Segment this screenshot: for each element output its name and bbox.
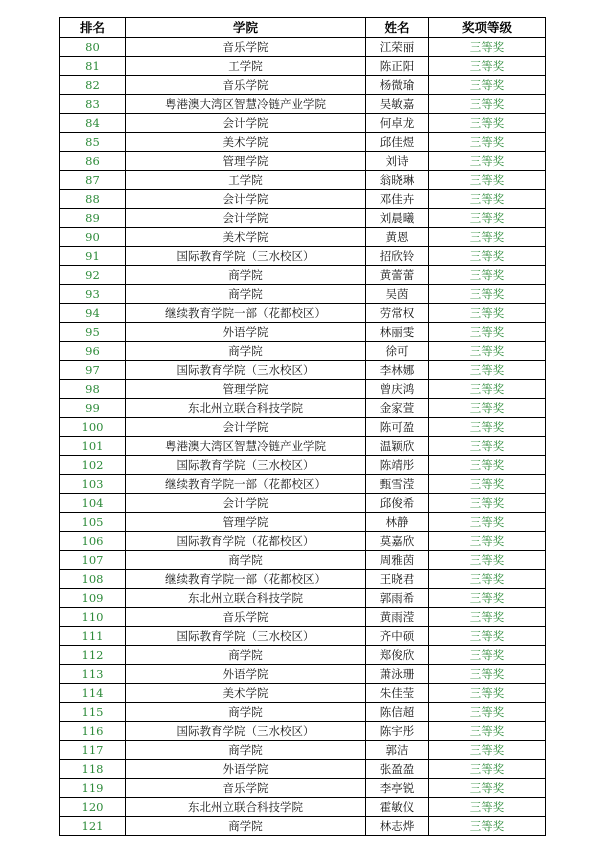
award-cell: 三等奖 bbox=[429, 399, 546, 418]
rank-cell: 119 bbox=[60, 779, 126, 798]
name-cell: 杨微瑜 bbox=[366, 76, 429, 95]
name-cell: 陈靖彤 bbox=[366, 456, 429, 475]
rank-cell: 114 bbox=[60, 684, 126, 703]
award-cell: 三等奖 bbox=[429, 646, 546, 665]
rank-cell: 82 bbox=[60, 76, 126, 95]
award-cell: 三等奖 bbox=[429, 475, 546, 494]
name-cell: 陈可盈 bbox=[366, 418, 429, 437]
rank-cell: 101 bbox=[60, 437, 126, 456]
name-cell: 黄雨滢 bbox=[366, 608, 429, 627]
name-cell: 霍敏仪 bbox=[366, 798, 429, 817]
name-cell: 王晓君 bbox=[366, 570, 429, 589]
award-cell: 三等奖 bbox=[429, 798, 546, 817]
name-cell: 林志烨 bbox=[366, 817, 429, 836]
table-row bbox=[60, 285, 546, 304]
table-row bbox=[60, 323, 546, 342]
college-cell: 工学院 bbox=[126, 57, 366, 76]
table-row bbox=[60, 779, 546, 798]
college-cell: 管理学院 bbox=[126, 152, 366, 171]
college-cell: 音乐学院 bbox=[126, 779, 366, 798]
college-cell: 音乐学院 bbox=[126, 38, 366, 57]
table-row bbox=[60, 570, 546, 589]
name-cell: 陈正阳 bbox=[366, 57, 429, 76]
name-cell: 周雅茵 bbox=[366, 551, 429, 570]
table-row bbox=[60, 456, 546, 475]
award-table bbox=[59, 17, 546, 836]
college-cell: 商学院 bbox=[126, 817, 366, 836]
table-row bbox=[60, 760, 546, 779]
rank-cell: 104 bbox=[60, 494, 126, 513]
table-row bbox=[60, 551, 546, 570]
college-cell: 商学院 bbox=[126, 266, 366, 285]
college-cell: 商学院 bbox=[126, 342, 366, 361]
college-cell: 外语学院 bbox=[126, 323, 366, 342]
table-row bbox=[60, 342, 546, 361]
name-cell: 黄蕾蕾 bbox=[366, 266, 429, 285]
table-row bbox=[60, 209, 546, 228]
table-row bbox=[60, 532, 546, 551]
award-cell: 三等奖 bbox=[429, 627, 546, 646]
table-row bbox=[60, 646, 546, 665]
rank-cell: 102 bbox=[60, 456, 126, 475]
college-cell: 继续教育学院一部（花都校区） bbox=[126, 304, 366, 323]
award-cell: 三等奖 bbox=[429, 209, 546, 228]
college-cell: 商学院 bbox=[126, 285, 366, 304]
table-row bbox=[60, 475, 546, 494]
award-cell: 三等奖 bbox=[429, 76, 546, 95]
award-cell: 三等奖 bbox=[429, 684, 546, 703]
name-cell: 陈信超 bbox=[366, 703, 429, 722]
award-cell: 三等奖 bbox=[429, 190, 546, 209]
college-cell: 继续教育学院一部（花都校区） bbox=[126, 570, 366, 589]
rank-cell: 106 bbox=[60, 532, 126, 551]
table-row bbox=[60, 494, 546, 513]
award-cell: 三等奖 bbox=[429, 418, 546, 437]
rank-cell: 94 bbox=[60, 304, 126, 323]
rank-cell: 115 bbox=[60, 703, 126, 722]
rank-cell: 85 bbox=[60, 133, 126, 152]
table-row bbox=[60, 798, 546, 817]
table-row bbox=[60, 95, 546, 114]
table-row bbox=[60, 57, 546, 76]
college-cell: 国际教育学院（三水校区） bbox=[126, 722, 366, 741]
college-cell: 东北州立联合科技学院 bbox=[126, 399, 366, 418]
rank-cell: 117 bbox=[60, 741, 126, 760]
college-cell: 商学院 bbox=[126, 703, 366, 722]
award-cell: 三等奖 bbox=[429, 228, 546, 247]
college-cell: 音乐学院 bbox=[126, 76, 366, 95]
award-cell: 三等奖 bbox=[429, 38, 546, 57]
name-cell: 萧泳珊 bbox=[366, 665, 429, 684]
rank-cell: 98 bbox=[60, 380, 126, 399]
rank-cell: 95 bbox=[60, 323, 126, 342]
award-cell: 三等奖 bbox=[429, 285, 546, 304]
name-cell: 林丽雯 bbox=[366, 323, 429, 342]
name-cell: 翁晓琳 bbox=[366, 171, 429, 190]
college-cell: 东北州立联合科技学院 bbox=[126, 589, 366, 608]
rank-cell: 81 bbox=[60, 57, 126, 76]
name-cell: 徐可 bbox=[366, 342, 429, 361]
award-cell: 三等奖 bbox=[429, 589, 546, 608]
college-cell: 美术学院 bbox=[126, 133, 366, 152]
rank-cell: 103 bbox=[60, 475, 126, 494]
table-row bbox=[60, 513, 546, 532]
table-row bbox=[60, 627, 546, 646]
rank-cell: 84 bbox=[60, 114, 126, 133]
award-cell: 三等奖 bbox=[429, 817, 546, 836]
award-cell: 三等奖 bbox=[429, 323, 546, 342]
college-cell: 会计学院 bbox=[126, 418, 366, 437]
award-cell: 三等奖 bbox=[429, 95, 546, 114]
name-cell: 劳常权 bbox=[366, 304, 429, 323]
table-row bbox=[60, 741, 546, 760]
college-cell: 商学院 bbox=[126, 646, 366, 665]
college-cell: 商学院 bbox=[126, 551, 366, 570]
award-cell: 三等奖 bbox=[429, 361, 546, 380]
award-cell: 三等奖 bbox=[429, 570, 546, 589]
award-cell: 三等奖 bbox=[429, 551, 546, 570]
table-row bbox=[60, 418, 546, 437]
table-row bbox=[60, 589, 546, 608]
college-cell: 管理学院 bbox=[126, 380, 366, 399]
name-cell: 李亭锐 bbox=[366, 779, 429, 798]
name-cell: 何卓龙 bbox=[366, 114, 429, 133]
table-row bbox=[60, 152, 546, 171]
rank-cell: 105 bbox=[60, 513, 126, 532]
table-row bbox=[60, 247, 546, 266]
rank-cell: 83 bbox=[60, 95, 126, 114]
college-cell: 继续教育学院一部（花都校区） bbox=[126, 475, 366, 494]
name-cell: 甄雪滢 bbox=[366, 475, 429, 494]
rank-cell: 109 bbox=[60, 589, 126, 608]
rank-cell: 87 bbox=[60, 171, 126, 190]
college-cell: 会计学院 bbox=[126, 494, 366, 513]
table-row bbox=[60, 38, 546, 57]
name-cell: 金家萱 bbox=[366, 399, 429, 418]
table-row bbox=[60, 190, 546, 209]
award-cell: 三等奖 bbox=[429, 437, 546, 456]
table-body bbox=[60, 38, 546, 836]
rank-cell: 116 bbox=[60, 722, 126, 741]
award-cell: 三等奖 bbox=[429, 608, 546, 627]
name-cell: 郭雨希 bbox=[366, 589, 429, 608]
name-cell: 吴茵 bbox=[366, 285, 429, 304]
name-cell: 江荣丽 bbox=[366, 38, 429, 57]
award-cell: 三等奖 bbox=[429, 741, 546, 760]
name-cell: 温颖欣 bbox=[366, 437, 429, 456]
table-row bbox=[60, 684, 546, 703]
college-cell: 国际教育学院（三水校区） bbox=[126, 361, 366, 380]
rank-cell: 120 bbox=[60, 798, 126, 817]
name-cell: 李林娜 bbox=[366, 361, 429, 380]
award-cell: 三等奖 bbox=[429, 703, 546, 722]
award-cell: 三等奖 bbox=[429, 665, 546, 684]
header-name: 姓名 bbox=[366, 18, 429, 38]
header-award: 奖项等级 bbox=[429, 18, 546, 38]
award-cell: 三等奖 bbox=[429, 266, 546, 285]
award-cell: 三等奖 bbox=[429, 152, 546, 171]
college-cell: 粤港澳大湾区智慧冷链产业学院 bbox=[126, 95, 366, 114]
award-cell: 三等奖 bbox=[429, 247, 546, 266]
rank-cell: 96 bbox=[60, 342, 126, 361]
college-cell: 美术学院 bbox=[126, 228, 366, 247]
award-cell: 三等奖 bbox=[429, 57, 546, 76]
rank-cell: 121 bbox=[60, 817, 126, 836]
name-cell: 邱俊希 bbox=[366, 494, 429, 513]
award-cell: 三等奖 bbox=[429, 133, 546, 152]
rank-cell: 89 bbox=[60, 209, 126, 228]
table-row bbox=[60, 380, 546, 399]
table-row bbox=[60, 722, 546, 741]
name-cell: 郑俊欣 bbox=[366, 646, 429, 665]
award-cell: 三等奖 bbox=[429, 760, 546, 779]
name-cell: 莫嘉欣 bbox=[366, 532, 429, 551]
rank-cell: 99 bbox=[60, 399, 126, 418]
award-cell: 三等奖 bbox=[429, 304, 546, 323]
rank-cell: 80 bbox=[60, 38, 126, 57]
name-cell: 黄恩 bbox=[366, 228, 429, 247]
name-cell: 吴敏嘉 bbox=[366, 95, 429, 114]
college-cell: 商学院 bbox=[126, 741, 366, 760]
award-cell: 三等奖 bbox=[429, 779, 546, 798]
table-row bbox=[60, 665, 546, 684]
table-row bbox=[60, 266, 546, 285]
table-row bbox=[60, 361, 546, 380]
table-row bbox=[60, 703, 546, 722]
name-cell: 曾庆鸿 bbox=[366, 380, 429, 399]
rank-cell: 110 bbox=[60, 608, 126, 627]
table-row bbox=[60, 228, 546, 247]
rank-cell: 100 bbox=[60, 418, 126, 437]
name-cell: 郭洁 bbox=[366, 741, 429, 760]
college-cell: 美术学院 bbox=[126, 684, 366, 703]
name-cell: 邱佳煜 bbox=[366, 133, 429, 152]
rank-cell: 113 bbox=[60, 665, 126, 684]
college-cell: 工学院 bbox=[126, 171, 366, 190]
rank-cell: 97 bbox=[60, 361, 126, 380]
award-cell: 三等奖 bbox=[429, 114, 546, 133]
rank-cell: 91 bbox=[60, 247, 126, 266]
rank-cell: 92 bbox=[60, 266, 126, 285]
table-row bbox=[60, 399, 546, 418]
table-row bbox=[60, 171, 546, 190]
award-cell: 三等奖 bbox=[429, 342, 546, 361]
college-cell: 国际教育学院（三水校区） bbox=[126, 456, 366, 475]
table-row bbox=[60, 76, 546, 95]
rank-cell: 108 bbox=[60, 570, 126, 589]
college-cell: 国际教育学院（三水校区） bbox=[126, 627, 366, 646]
rank-cell: 93 bbox=[60, 285, 126, 304]
college-cell: 国际教育学院（三水校区） bbox=[126, 247, 366, 266]
rank-cell: 111 bbox=[60, 627, 126, 646]
college-cell: 国际教育学院（花都校区） bbox=[126, 532, 366, 551]
rank-cell: 107 bbox=[60, 551, 126, 570]
college-cell: 外语学院 bbox=[126, 665, 366, 684]
name-cell: 齐中硕 bbox=[366, 627, 429, 646]
college-cell: 会计学院 bbox=[126, 209, 366, 228]
college-cell: 东北州立联合科技学院 bbox=[126, 798, 366, 817]
header-college: 学院 bbox=[126, 18, 366, 38]
table-row bbox=[60, 133, 546, 152]
rank-cell: 88 bbox=[60, 190, 126, 209]
college-cell: 会计学院 bbox=[126, 190, 366, 209]
name-cell: 林静 bbox=[366, 513, 429, 532]
header-rank: 排名 bbox=[60, 18, 126, 38]
award-cell: 三等奖 bbox=[429, 456, 546, 475]
rank-cell: 118 bbox=[60, 760, 126, 779]
college-cell: 管理学院 bbox=[126, 513, 366, 532]
name-cell: 张盈盈 bbox=[366, 760, 429, 779]
name-cell: 邓佳卉 bbox=[366, 190, 429, 209]
rank-cell: 86 bbox=[60, 152, 126, 171]
table-header-row bbox=[60, 18, 546, 38]
award-cell: 三等奖 bbox=[429, 494, 546, 513]
award-cell: 三等奖 bbox=[429, 513, 546, 532]
table-row bbox=[60, 437, 546, 456]
name-cell: 陈宇彤 bbox=[366, 722, 429, 741]
rank-cell: 90 bbox=[60, 228, 126, 247]
college-cell: 粤港澳大湾区智慧冷链产业学院 bbox=[126, 437, 366, 456]
table-row bbox=[60, 608, 546, 627]
award-cell: 三等奖 bbox=[429, 380, 546, 399]
table-row bbox=[60, 114, 546, 133]
table-row bbox=[60, 304, 546, 323]
award-cell: 三等奖 bbox=[429, 722, 546, 741]
table-row bbox=[60, 817, 546, 836]
rank-cell: 112 bbox=[60, 646, 126, 665]
name-cell: 朱佳莹 bbox=[366, 684, 429, 703]
name-cell: 招欣铃 bbox=[366, 247, 429, 266]
award-cell: 三等奖 bbox=[429, 532, 546, 551]
award-cell: 三等奖 bbox=[429, 171, 546, 190]
college-cell: 音乐学院 bbox=[126, 608, 366, 627]
college-cell: 会计学院 bbox=[126, 114, 366, 133]
name-cell: 刘晨曦 bbox=[366, 209, 429, 228]
college-cell: 外语学院 bbox=[126, 760, 366, 779]
name-cell: 刘诗 bbox=[366, 152, 429, 171]
